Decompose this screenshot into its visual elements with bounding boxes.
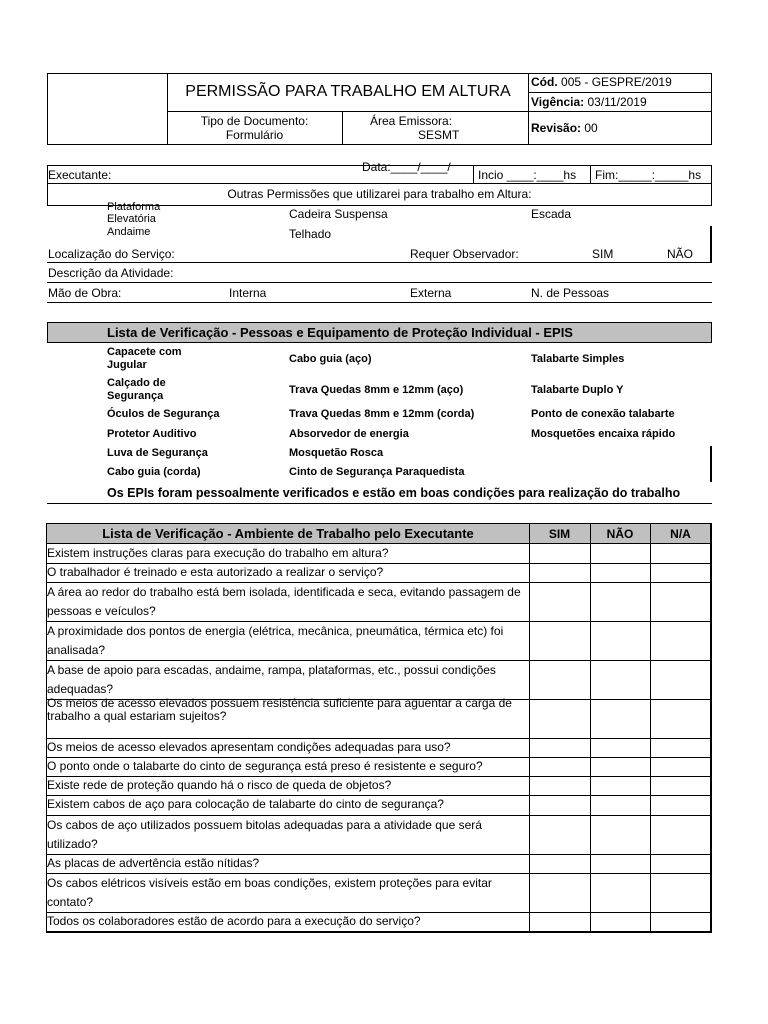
- requer-observador-label: Requer Observador:: [410, 247, 519, 261]
- question-text: Existe rede de proteção quando há o risco de queda de objetos?: [47, 778, 392, 792]
- observador-sim[interactable]: SIM: [592, 247, 614, 261]
- outras-permissoes-label: Outras Permissões que utilizarei para trabalho em Altura:: [227, 187, 532, 201]
- info-line-2: [47, 183, 712, 184]
- question-text: O trabalhador é treinado e esta autorizado a realizar o serviço?: [47, 565, 384, 579]
- descricao-label: Descrição da Atividade:: [48, 266, 174, 280]
- cod-value: 005 - GESPRE/2019: [561, 75, 672, 89]
- epi-col1-0[interactable]: Capacete com Jugular: [107, 346, 182, 371]
- epi-col1-4[interactable]: Luva de Segurança: [107, 447, 208, 459]
- question-text: Todos os colaboradores estão de acordo para a execução do serviço?: [47, 914, 421, 928]
- epi-col3-0[interactable]: Talabarte Simples: [531, 353, 625, 365]
- inicio-label: Incio ____:____hs: [478, 168, 577, 182]
- n-pessoas-label: N. de Pessoas: [531, 286, 610, 300]
- escada-label: Escada: [531, 207, 572, 221]
- localizacao-line: [47, 262, 712, 263]
- question-text: A base de apoio para escadas, andaime, rampa, plataformas, etc., possui condições adequadas?: [47, 663, 496, 696]
- col-div-sim: [529, 523, 530, 933]
- ambiente-title: Lista de Verificação - Ambiente de Trabalho pelo Executante: [102, 526, 474, 541]
- info-div-data: [473, 165, 474, 183]
- info-div-inicio: [590, 165, 591, 183]
- col-header-na: N/A: [670, 527, 691, 541]
- cod-line: [531, 75, 672, 89]
- header-divider-tipo: [342, 111, 343, 145]
- col-header-sim: SIM: [548, 527, 571, 541]
- col-header-nao: NÃO: [606, 527, 634, 541]
- question-text: Os meios de acesso elevados possuem resistência suficiente para aguentar a carga de trabalho a qual estariam sujeitos?: [47, 696, 512, 723]
- header-divider-cod: [528, 92, 712, 93]
- mao-obra-label: Mão de Obra:: [48, 286, 122, 300]
- header-divider-title: [167, 111, 529, 112]
- question-text: Os cabos de aço utilizados possuem bitolas adequadas para a atividade que será utilizado?: [47, 818, 482, 851]
- col-div-nao: [590, 523, 591, 933]
- epis-bottom-line: [47, 503, 712, 504]
- epi-col2-0[interactable]: Cabo guia (aço): [289, 353, 372, 365]
- question-text: A proximidade dos pontos de energia (elétrica, mecânica, pneumática, térmica etc) foi analisada?: [47, 624, 504, 657]
- epi-col3-1[interactable]: Talabarte Duplo Y: [531, 384, 624, 396]
- telhado-label: Telhado: [289, 227, 332, 241]
- epis-right-mark: [710, 446, 712, 482]
- mao-obra-line: [47, 302, 712, 303]
- observador-nao[interactable]: NÃO: [667, 247, 694, 261]
- col-div-na: [650, 523, 651, 933]
- epis-footer: Os EPIs foram pessoalmente verificados e estão em boas condições para realização do trabalho: [107, 486, 681, 500]
- vigencia-label: Vigência:: [531, 95, 585, 109]
- question-text: Existem instruções claras para execução do trabalho em altura?: [47, 546, 389, 560]
- epi-col3-3[interactable]: Mosquetões encaixa rápido: [531, 428, 676, 440]
- fim-label: Fim:_____:_____hs: [595, 168, 702, 182]
- area-label: Área Emissora:: [370, 114, 453, 128]
- epi-col2-2[interactable]: Trava Quedas 8mm e 12mm (corda): [289, 408, 475, 420]
- epi-col2-5[interactable]: Cinto de Segurança Paraquedista: [289, 466, 465, 478]
- mao-obra-interna[interactable]: Interna: [229, 286, 267, 300]
- cod-label: Cód.: [531, 75, 558, 89]
- mao-obra-externa[interactable]: Externa: [410, 286, 452, 300]
- data-label: Data:____/____/: [362, 160, 451, 174]
- epi-col1-2[interactable]: Óculos de Segurança: [107, 408, 220, 420]
- andaime-label: Andaime: [107, 226, 151, 238]
- epi-col1-3[interactable]: Protetor Auditivo: [107, 428, 197, 440]
- tipo-doc-label: Tipo de Documento:: [200, 114, 309, 128]
- revisao-line: [531, 121, 598, 135]
- epi-col2-1[interactable]: Trava Quedas 8mm e 12mm (aço): [289, 384, 464, 396]
- epis-title: Lista de Verificação - Pessoas e Equipamento de Proteção Individual - EPIS: [107, 325, 573, 340]
- area-value: SESMT: [418, 128, 460, 142]
- epi-col3-2[interactable]: Ponto de conexão talabarte: [531, 408, 675, 420]
- localizacao-right-mark: [710, 226, 712, 262]
- epi-col1-1[interactable]: Calçado de Segurança: [107, 377, 166, 402]
- epi-col2-3[interactable]: Absorvedor de energia: [289, 428, 409, 440]
- vigencia-value: 03/11/2019: [587, 95, 647, 109]
- question-text: Os cabos elétricos visíveis estão em boas condições, existem proteções para evitar contato?: [47, 876, 492, 909]
- question-text: A área ao redor do trabalho está bem isolada, identificada e seca, evitando passagem de pessoas e veículos?: [47, 585, 521, 618]
- question-text: As placas de advertência estão nítidas?: [47, 856, 260, 870]
- descricao-line: [47, 282, 712, 283]
- vigencia-line: [531, 95, 647, 109]
- tipo-doc-value: Formulário: [225, 128, 284, 142]
- page-title: PERMISSÃO PARA TRABALHO EM ALTURA: [185, 83, 511, 100]
- epi-col1-5[interactable]: Cabo guia (corda): [107, 466, 201, 478]
- epi-col2-4[interactable]: Mosquetão Rosca: [289, 447, 384, 459]
- header-divider-vig: [528, 111, 712, 112]
- revisao-value: 00: [584, 121, 598, 135]
- question-text: O ponto onde o talabarte do cinto de segurança está preso é resistente e seguro?: [47, 759, 483, 773]
- question-text: Os meios de acesso elevados apresentam condições adequadas para uso?: [47, 740, 451, 754]
- question-text: Existem cabos de aço para colocação de talabarte do cinto de segurança?: [47, 797, 444, 811]
- localizacao-label: Localização do Serviço:: [48, 247, 175, 261]
- cadeira-label: Cadeira Suspensa: [289, 207, 388, 221]
- revisao-label: Revisão:: [531, 121, 582, 135]
- executante-label: Executante:: [48, 168, 112, 182]
- plataforma-label: Plataforma Elevatória: [107, 201, 161, 225]
